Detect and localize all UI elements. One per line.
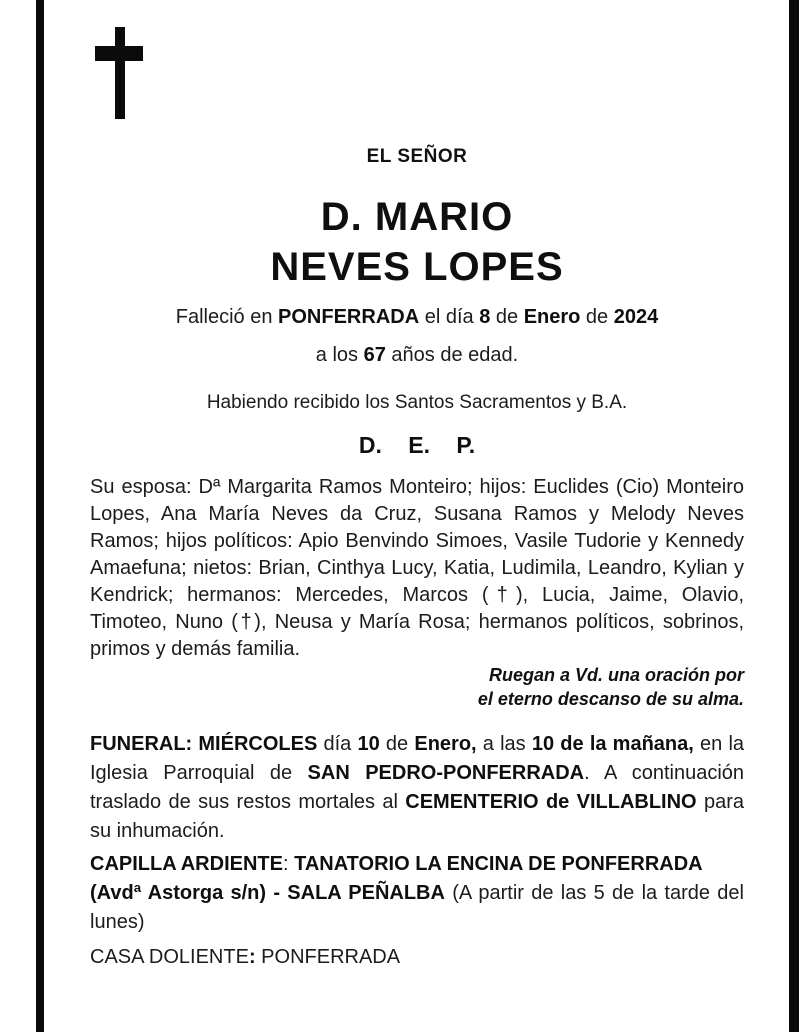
funeral-day: 10 (357, 733, 380, 755)
casa-colon: : (248, 946, 256, 968)
funeral-p4: en la Iglesia Parroquial de (90, 733, 745, 784)
funeral-p6: para su inhumación. (90, 791, 744, 842)
deceased-name-line1: D. MARIO (320, 195, 514, 239)
prayer-request (90, 663, 744, 711)
capilla-venue-line1: TANATORIO LA ENCINA DE PONFERRADA (294, 853, 703, 875)
funeral-month: Enero, (414, 733, 477, 755)
funeral-p2: de (379, 733, 415, 755)
right-border-bar (789, 0, 799, 1032)
death-day: 8 (479, 306, 491, 328)
left-border-bar (36, 0, 44, 1032)
deceased-name (90, 192, 744, 292)
capilla-colon: : (282, 853, 295, 875)
capilla-venue-line2: (Avdª Astorga s/n) - SALA PEÑALBA (90, 882, 445, 904)
dep-abbreviation: D. E. P. (358, 432, 476, 458)
prayer-line2: el eterno descanso de su alma. (477, 689, 744, 709)
funeral-p1: día (317, 733, 358, 755)
capilla-label: CAPILLA ARDIENTE (90, 853, 283, 875)
death-place: PONFERRADA (278, 306, 420, 328)
death-mid3: de (580, 306, 614, 328)
funeral-paragraph (90, 730, 744, 846)
funeral-cemetery: CEMENTERIO de VILLABLINO (405, 791, 697, 813)
age-suffix: años de edad. (385, 344, 519, 366)
death-place-date-line (90, 306, 744, 329)
funeral-p5: . A continuación traslado de sus restos mortales al (90, 762, 745, 813)
casa-value: PONFERRADA (255, 946, 401, 968)
funeral-p3: a las (476, 733, 532, 755)
death-prefix: Falleció en (175, 306, 279, 328)
funeral-church: SAN PEDRO-PONFERRADA (307, 762, 585, 784)
sacraments-line: Habiendo recibido los Santos Sacramentos y B.A. (206, 392, 628, 413)
age-line (90, 344, 744, 367)
age-value: 67 (363, 344, 386, 366)
death-mid2: de (490, 306, 524, 328)
casa-doliente-line (90, 946, 744, 969)
death-year: 2024 (613, 306, 659, 328)
casa-label: CASA DOLIENTE (90, 946, 249, 968)
funeral-label: FUNERAL: MIÉRCOLES (90, 733, 318, 755)
funeral-time: 10 de la mañana, (531, 733, 694, 755)
prayer-line1: Ruegan a Vd. una oración por (488, 665, 744, 685)
capilla-ardiente-paragraph (90, 850, 744, 937)
latin-cross-icon (95, 27, 145, 127)
death-month: Enero (523, 306, 581, 328)
honorific-title: EL SEÑOR (366, 146, 468, 167)
capilla-note: (A partir de las 5 de la tarde del lunes) (90, 882, 744, 933)
age-prefix: a los (315, 344, 364, 366)
death-mid1: el día (419, 306, 480, 328)
family-paragraph: Su esposa: Dª Margarita Ramos Monteiro; hijos: Euclides (Cio) Monteiro Lopes, Ana María Neves da Cruz, Susana Ramos y Melody Neves Ramos; hijos políticos: Apio Benvindo Simoes, Vasile Tudorie y Kennedy Amaefuna; nietos: Brian, Cinthya Lucy, Katia, Ludimila, Leandro, Kylian y Kendrick; hermanos: Mercedes, Marcos (†), Lucia, Jaime, Olavio, Timoteo, Nuno (†), Neusa y María Rosa; hermanos políticos, sobrinos, primos y demás familia. (90, 476, 744, 660)
deceased-name-line2: NEVES LOPES (270, 245, 564, 289)
